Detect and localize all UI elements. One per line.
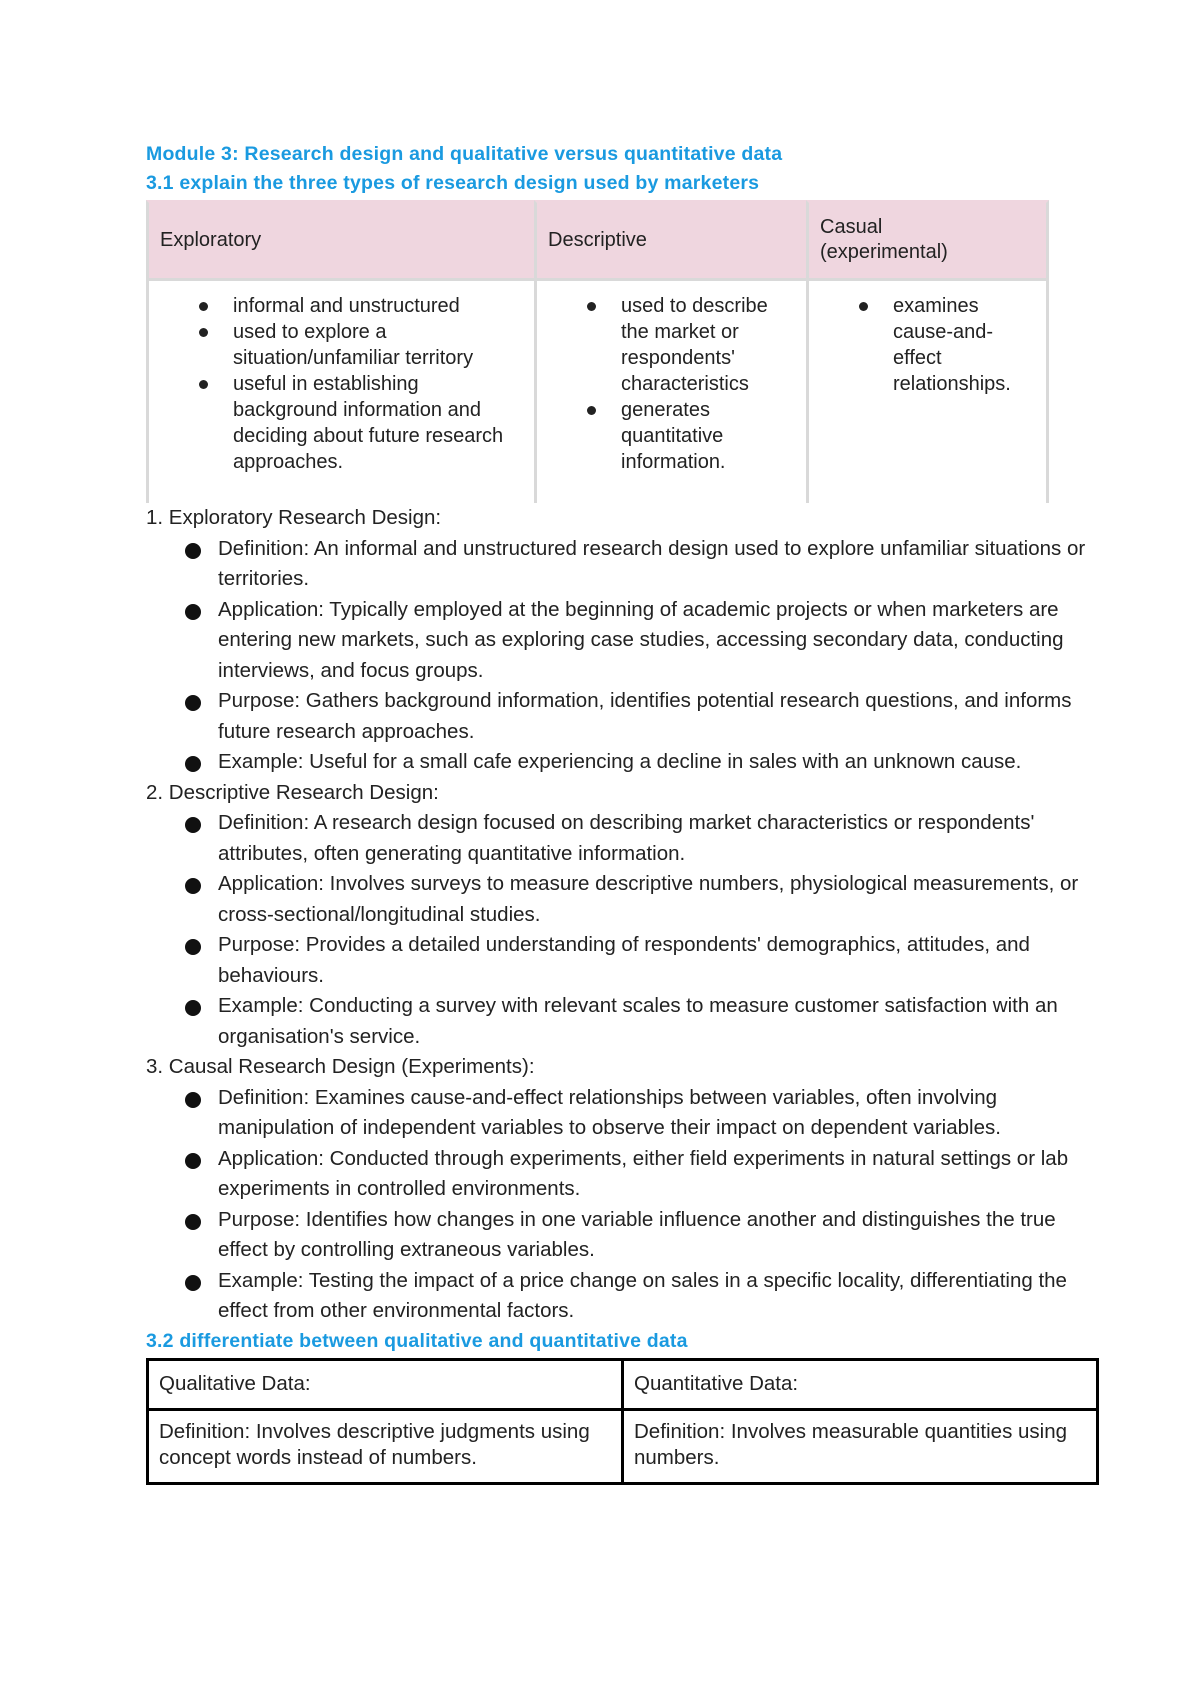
section-3-2-heading: 3.2 differentiate between qualitative and quantitative data [146, 1329, 688, 1352]
bullet-icon [185, 878, 201, 894]
section-3-1-heading: 3.1 explain the three types of research design used by marketers [146, 172, 760, 194]
list-item-text: Example: Conducting a survey with relevant scales to measure customer satisfaction with an organisation's service. [218, 994, 1058, 1048]
research-design-table [146, 200, 1049, 503]
header-causal: Casual (experimental) [806, 200, 1049, 278]
table-header-row [146, 200, 1049, 278]
list-item-text: examines cause-and-effect relationships. [893, 295, 1011, 395]
descriptive-list [537, 293, 798, 475]
bullet-icon [185, 1214, 201, 1230]
list-item-text: Example: Testing the impact of a price change on sales in a specific locality, differentiating the effect from other environmental factors. [218, 1268, 1067, 1322]
document-page [146, 140, 1106, 1485]
causal-list [809, 293, 1038, 397]
qualitative-header: Qualitative Data: [149, 1361, 624, 1408]
list-item-text: Definition: Examines cause-and-effect relationships between variables, often involving manipulation of independent variables to observe their impact on dependent variables. [218, 1085, 1001, 1139]
exploratory-cell [146, 281, 534, 503]
list-item [146, 930, 1106, 991]
descriptive-cell [534, 281, 806, 503]
bullet-icon [199, 328, 208, 337]
list-item [146, 1144, 1106, 1205]
bullet-icon [185, 756, 201, 772]
list-item-text: Definition: An informal and unstructured research design used to explore unfamiliar situations or territories. [218, 536, 1086, 590]
list-item [537, 397, 798, 475]
list-item [146, 869, 1106, 930]
list-item [149, 319, 526, 371]
design-points-list [146, 1083, 1106, 1327]
design-points-list [146, 534, 1106, 778]
bullet-icon [587, 406, 596, 415]
module-title: Module 3: Research design and qualitative versus quantitative data [146, 143, 783, 165]
list-item [149, 371, 526, 475]
design-points-list [146, 808, 1106, 1052]
list-item [146, 534, 1106, 595]
list-item [146, 747, 1106, 778]
list-item-text: generates quantitative information. [621, 399, 726, 473]
list-item [146, 808, 1106, 869]
design-section-title: 1. Exploratory Research Design: [146, 506, 442, 529]
bullet-icon [185, 543, 201, 559]
causal-cell [806, 281, 1049, 503]
list-item [537, 293, 798, 397]
list-item-text: Example: Useful for a small cafe experiencing a decline in sales with an unknown cause. [218, 750, 1022, 773]
list-item [146, 1266, 1106, 1327]
bullet-icon [859, 302, 868, 311]
design-descriptions [146, 503, 1106, 1327]
quantitative-header: Quantitative Data: [634, 1371, 799, 1395]
list-item-text: Purpose: Gathers background information, identifies potential research questions, and informs future research approaches. [218, 689, 1072, 743]
bullet-icon [199, 302, 208, 311]
bullet-icon [185, 1153, 201, 1169]
bullet-icon [185, 1275, 201, 1291]
list-item [146, 1083, 1106, 1144]
data-comparison-table [146, 1358, 1099, 1485]
quantitative-definition: Definition: Involves measurable quantities using numbers. [634, 1419, 1068, 1469]
bullet-icon [185, 1000, 201, 1016]
table-row [149, 1408, 1096, 1482]
list-item-text: used to explore a situation/unfamiliar territory [233, 321, 474, 369]
header-descriptive: Descriptive [534, 200, 806, 278]
table-body-row [146, 278, 1049, 503]
list-item-text: Purpose: Identifies how changes in one variable influence another and distinguishes the true effect by controlling extraneous variables. [218, 1207, 1056, 1261]
list-item [809, 293, 1038, 397]
design-section-title: 3. Causal Research Design (Experiments): [146, 1055, 535, 1078]
list-item [146, 686, 1106, 747]
list-item-text: useful in establishing background information and deciding about future research approaches. [233, 373, 504, 473]
design-section-title: 2. Descriptive Research Design: [146, 780, 439, 804]
list-item [146, 1205, 1106, 1266]
list-item [146, 991, 1106, 1052]
list-item-text: Purpose: Provides a detailed understanding of respondents' demographics, attitudes, and behaviours. [218, 933, 1030, 987]
exploratory-list [149, 293, 526, 475]
bullet-icon [185, 939, 201, 955]
table-row [149, 1361, 1096, 1408]
list-item [149, 293, 526, 319]
list-item-text: Application: Conducted through experiments, either field experiments in natural settings or lab experiments in controlled environments. [218, 1146, 1069, 1200]
list-item-text: used to describe the market or respondents' characteristics [621, 295, 768, 395]
list-item-text: Definition: A research design focused on describing market characteristics or respondents' attributes, often generating quantitative information. [218, 811, 1035, 865]
list-item-text: informal and unstructured [233, 295, 460, 317]
bullet-icon [199, 380, 208, 389]
bullet-icon [185, 817, 201, 833]
list-item-text: Application: Typically employed at the beginning of academic projects or when marketers are entering new markets, such as exploring case studies, accessing secondary data, conducting interviews, and focus groups. [218, 597, 1064, 682]
bullet-icon [185, 695, 201, 711]
list-item-text: Application: Involves surveys to measure descriptive numbers, physiological measurements, or cross-sectional/longitudinal studies. [218, 872, 1079, 926]
bullet-icon [185, 604, 201, 620]
bullet-icon [587, 302, 596, 311]
list-item [146, 595, 1106, 687]
header-exploratory: Exploratory [146, 200, 534, 278]
bullet-icon [185, 1092, 201, 1108]
qualitative-definition: Definition: Involves descriptive judgments using concept words instead of numbers. [149, 1411, 624, 1482]
